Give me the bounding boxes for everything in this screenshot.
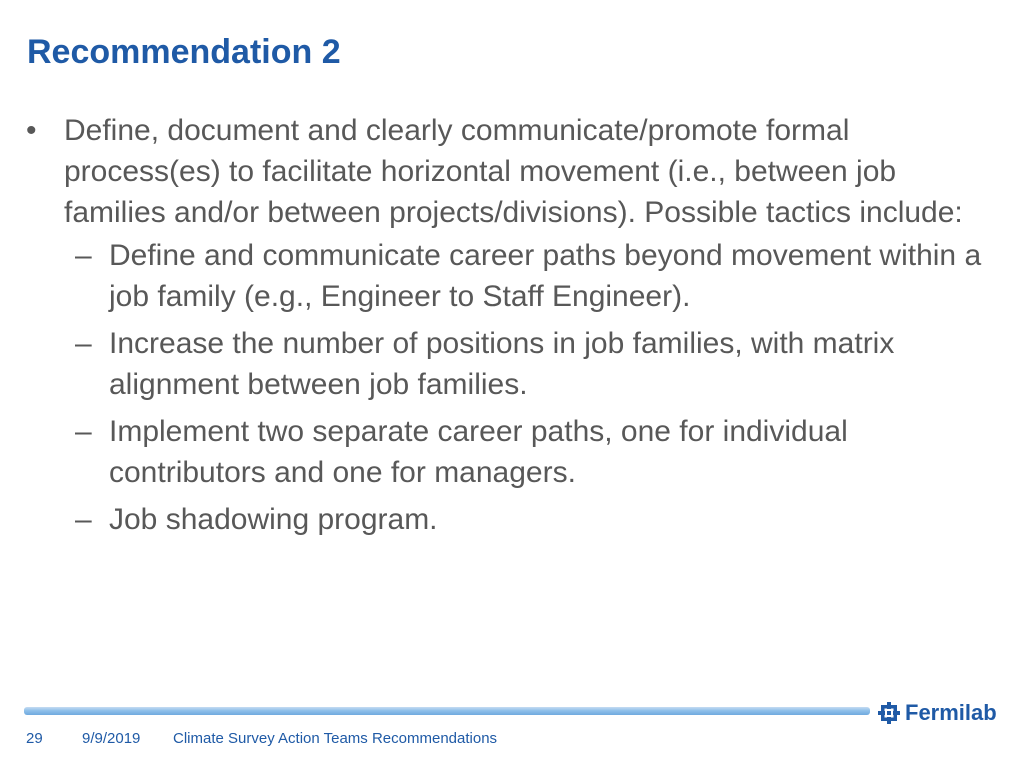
footer-date: 9/9/2019 — [82, 730, 141, 747]
footer-divider-bar — [24, 707, 870, 715]
sub-bullet-item — [0, 411, 989, 493]
fermilab-logo — [877, 698, 997, 728]
slide-content — [0, 110, 1024, 546]
bullet-dot: • — [26, 114, 37, 147]
sub-bullet-dash: – — [75, 503, 92, 536]
fermilab-logo-text: Fermilab — [905, 700, 997, 725]
sub-bullet-text: Define and communicate career paths beyond movement within a job family (e.g., Engineer to Staff Engineer). — [109, 239, 982, 313]
sub-bullet-item — [0, 235, 989, 317]
sub-bullet-text: Implement two separate career paths, one for individual contributors and one for managers. — [109, 415, 848, 489]
sub-bullet-dash: – — [75, 415, 92, 448]
sub-bullet-text: Job shadowing program. — [109, 503, 438, 536]
sub-bullet-text: Increase the number of positions in job families, with matrix alignment between job families. — [109, 327, 895, 401]
footer-title: Climate Survey Action Teams Recommendations — [173, 730, 498, 747]
fermilab-logo-icon — [877, 701, 901, 725]
sub-bullet-item — [0, 323, 989, 405]
bullet-text: Define, document and clearly communicate/promote formal process(es) to facilitate horizontal movement (i.e., between job families and/or between projects/divisions). Possible tactics include: — [64, 114, 963, 229]
sub-bullet-dash: – — [75, 239, 92, 272]
sub-bullet-dash: – — [75, 327, 92, 360]
slide-title: Recommendation 2 — [27, 33, 341, 71]
bullet-item — [0, 110, 964, 233]
page-number: 29 — [26, 730, 43, 747]
sub-bullet-item — [0, 499, 989, 540]
sub-bullet-list — [0, 235, 1024, 540]
